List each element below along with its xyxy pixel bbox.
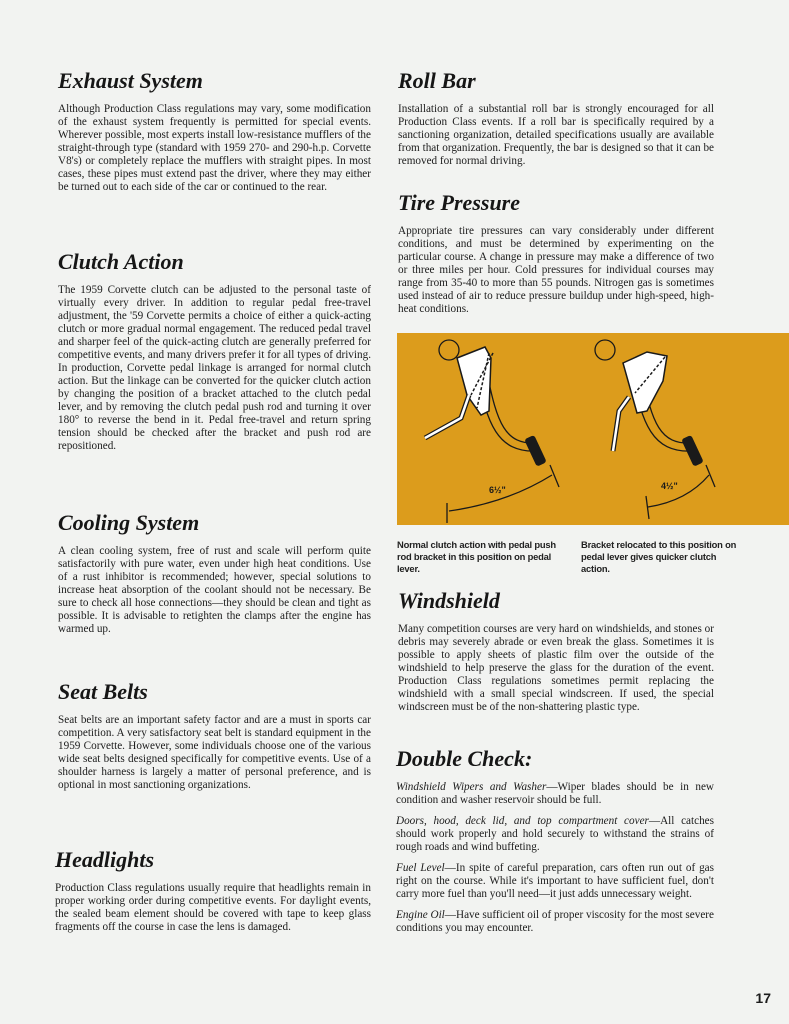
section-clutch-action: [58, 249, 371, 453]
checklist-item: [396, 781, 714, 807]
section-double-check: [396, 746, 714, 943]
section-heading: Clutch Action: [58, 249, 184, 274]
section-body: Although Production Class regulations may vary, some modification of the exhaust system frequently is permitted for special events. Wherever possible, most experts install low-resistance mufflers of the straight-through type (standard with 1959 270- and 290-h.p. Corvette V8's) or completely replace the mufflers with straight pipes. In most cases, these pipes must extend past the driver, where they may either be turned out to each side of the car or continued to the rear.: [58, 103, 371, 193]
checklist-label: Engine Oil: [396, 909, 445, 921]
section-body: Many competition courses are very hard on windshields, and stones or debris may severely abrade or even break the glass. Sometimes it is possible to apply sheets of plastic film over the outside of the windshield to help preserve the glass for the duration of the event. Production Class regulations sometimes permit replacing the windshield with a small special windscreen. If used, the special windscreen must be of the non-shattering plastic type.: [398, 623, 714, 713]
figure-caption-left: Normal clutch action with pedal push rod bracket in this position on pedal lever.: [397, 539, 556, 574]
section-roll-bar: [398, 68, 714, 168]
section-body: Seat belts are an important safety factor and are a must in sports car competition. A very satisfactory seat belt is standard equipment in the 1959 Corvette. However, some individuals choose one of the various wide seat belts designed specifically for competitive events. Use of a shoulder harness is largely a matter of personal preference, and is optional in most sanctioning organizations.: [58, 714, 371, 791]
travel-label-quick: 4½": [661, 481, 678, 491]
pedal-diagram: [397, 333, 789, 525]
section-exhaust-system: [58, 68, 371, 194]
checklist-label: Fuel Level: [396, 862, 445, 874]
checklist-item: [396, 815, 714, 854]
checklist-item: [396, 909, 714, 935]
section-body: Installation of a substantial roll bar is strongly encouraged for all Production Class events. If a roll bar is specifically required by a sanctioning organization, detailed specifications usually are available from that organization. Frequently, the bar is designed so that it can be removed for normal driving.: [398, 103, 714, 167]
checklist-text: —In spite of careful preparation, cars often run out of gas right on the course. While it's important to have sufficient fuel, don't carry more fuel than you'll need—it just adds unnecessary weight.: [396, 862, 714, 900]
section-heading: Headlights: [55, 847, 155, 872]
section-heading: Exhaust System: [58, 68, 203, 93]
section-body: A clean cooling system, free of rust and scale will perform quite satisfactorily with pure water, even under high heat conditions. Use of a rust inhibitor is recommended; however, special solutions to increase heat absorption of the coolant should not be necessary. Be sure to check all hose connections—they should be clean and tight as possible. It is advisable to retighten the clamps after the engine has warmed up.: [58, 545, 371, 635]
section-heading: Seat Belts: [58, 679, 148, 704]
section-heading: Double Check:: [396, 746, 533, 771]
section-heading: Tire Pressure: [398, 190, 521, 215]
section-cooling-system: [58, 510, 371, 636]
page-number: 17: [755, 990, 771, 1006]
section-seat-belts: [58, 679, 371, 792]
checklist-text: —Wiper blades should be in new condition and washer reservoir should be full.: [396, 781, 714, 806]
section-heading: Windshield: [398, 588, 500, 613]
section-windshield: [398, 588, 714, 714]
section-headlights: [55, 847, 371, 934]
checklist-label: Doors, hood, deck lid, and top compartment cover: [396, 815, 649, 827]
checklist-label: Windshield Wipers and Washer: [396, 781, 547, 793]
section-heading: Roll Bar: [398, 68, 476, 93]
checklist-item: [396, 862, 714, 901]
section-heading: Cooling System: [58, 510, 200, 535]
checklist-text: —Have sufficient oil of proper viscosity for the most severe conditions you may encounter.: [396, 909, 714, 934]
clutch-pedal-illustration: [397, 333, 789, 525]
section-body: The 1959 Corvette clutch can be adjusted to the personal taste of virtually every driver. In addition to regular pedal free-travel adjustment, the '59 Corvette permits a choice of either a quick-acting clutch or more gradual normal engagement. The reduced pedal travel and sharper feel of the quick-acting clutch are generally preferred for competitive events, and many drivers prefer it for all types of driving. In production, Corvette pedal linkage is arranged for normal clutch action. But the linkage can be converted for the quicker clutch action by changing the position of a bracket attached to the clutch pedal lever, and by removing the clutch pedal push rod and turning it over 180° to reverse the bend in it. Pedal free-travel and return spring tension should be checked after the bracket and push rod are repositioned.: [58, 284, 371, 452]
section-tire-pressure: [398, 190, 714, 316]
section-body: Appropriate tire pressures can vary considerably under different conditions, and must be determined by experimenting on the particular course. A change in pressure may make a difference of two or three miles per hour. Cold pressures for individual courses may range from 35-40 to more than 55 pounds. Nitrogen gas is sometimes used instead of air to reduce pressure buildup under high-speed, high-heat conditions.: [398, 225, 714, 315]
travel-label-normal: 6½": [489, 485, 506, 495]
checklist-text: —All catches should work properly and hold securely to withstand the strains of rough roads and wind buffeting.: [396, 815, 715, 853]
figure-caption-right: Bracket relocated to this position on pedal lever gives quicker clutch action.: [581, 539, 737, 574]
section-body: Production Class regulations usually require that headlights remain in proper working order during competitive events. For daylight events, the sealed beam element should be covered with tape to keep glass fragments off the course in case the lens is damaged.: [55, 882, 371, 933]
